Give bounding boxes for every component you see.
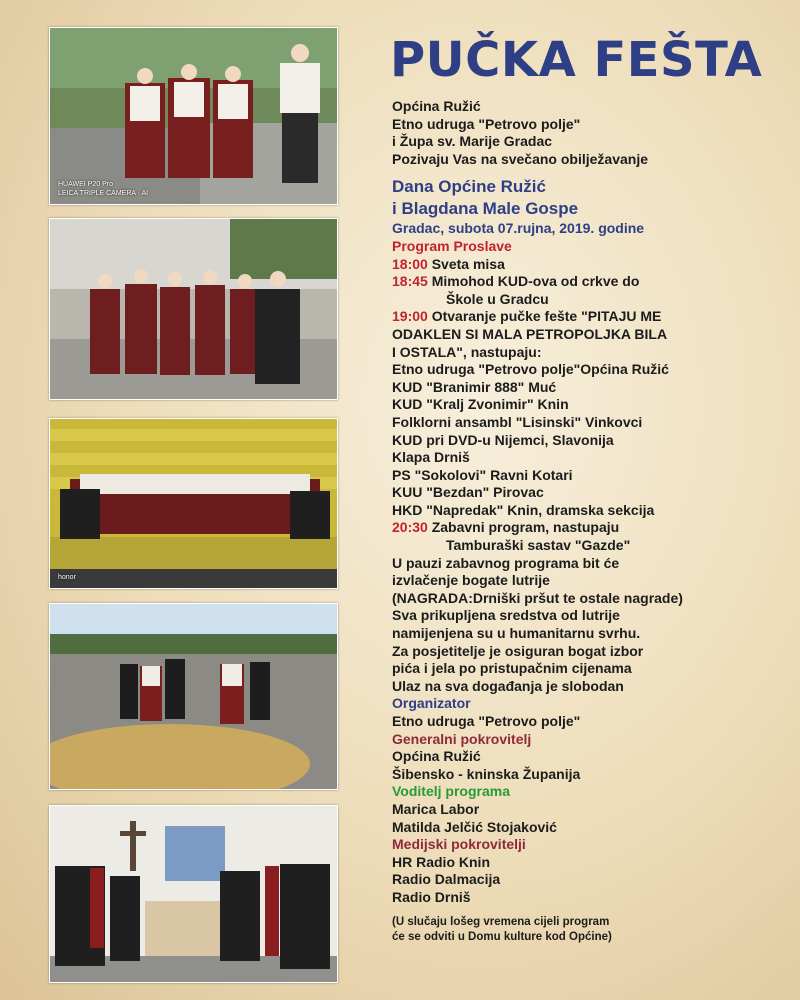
program-text: Otvaranje pučke fešte "PITAJU ME	[431, 308, 662, 325]
event-details	[392, 98, 792, 945]
host-name: Matilda Jelčić Stojaković	[392, 818, 557, 835]
performer: KUU "Bezdan" Pirovac	[392, 484, 544, 501]
intro-line: Pozivaju Vas na svečano obilježavanje	[392, 150, 649, 167]
program-time: 20:30	[392, 519, 428, 536]
media-heading: Medijski pokrovitelji	[392, 836, 526, 853]
celebration-line: i Blagdana Male Gospe	[392, 199, 579, 219]
media-name: HR Radio Knin	[392, 853, 490, 870]
lottery-line: izvlačenje bogate lutrije	[392, 572, 550, 589]
program-text: Sveta misa	[431, 255, 505, 272]
program-item-cont: I OSTALA", nastupaju:	[392, 343, 542, 360]
lottery-line: Sva prikupljena sredstva od lutrije	[392, 607, 620, 624]
lottery-line: namijenjena su u humanitarnu svrhu.	[392, 625, 641, 642]
organizer-heading: Organizator	[392, 695, 471, 712]
host-name: Marica Labor	[392, 800, 480, 817]
performer: Folklorni ansambl "Lisinski" Vinkovci	[392, 413, 643, 430]
program-item	[392, 519, 792, 537]
hosts-heading: Voditelj programa	[392, 783, 510, 800]
sponsor-name: Šibensko - kninska Županija	[392, 765, 581, 782]
performer: Etno udruga "Petrovo polje"Općina Ružić	[392, 361, 669, 378]
performer: PS "Sokolovi" Ravni Kotari	[392, 466, 573, 483]
poster-title: PUČKA FEŠTA	[390, 32, 763, 88]
date-location: Gradac, subota 07.rujna, 2019. godine	[392, 220, 645, 237]
food-line: pića i jela po pristupačnim cijenama	[392, 660, 632, 677]
photo-folk-group-street	[49, 27, 338, 205]
program-text: Mimohod KUD-ova od crkve do	[431, 273, 640, 290]
performer: KUD "Kralj Zvonimir" Knin	[392, 396, 569, 413]
program-item-cont: ODAKLEN SI MALA PETROPOLJKA BILA	[392, 325, 668, 342]
intro-line: i Župa sv. Marije Gradac	[392, 133, 553, 150]
celebration-line: Dana Općine Ružić	[392, 177, 546, 197]
weather-note	[392, 915, 792, 945]
lottery-line: (NAGRADA:Drniški pršut te ostale nagrade)	[392, 589, 683, 606]
program-time: 19:00	[392, 308, 428, 325]
performer: KUD pri DVD-u Nijemci, Slavonija	[392, 431, 614, 448]
photo-folk-dance	[49, 603, 338, 790]
lottery-line: U pauzi zabavnog programa bit će	[392, 554, 620, 571]
photo-folk-group-square	[49, 218, 338, 400]
program-time: 18:00	[392, 255, 428, 272]
camera-watermark-honor: honor	[58, 574, 76, 581]
program-item-cont: Tamburaški sastav "Gazde"	[446, 537, 631, 554]
performer: Klapa Drniš	[392, 449, 470, 466]
program-item	[392, 256, 792, 274]
camera-watermark-sub: LEICA TRIPLE CAMERA · AI	[58, 190, 149, 197]
program-item	[392, 273, 792, 291]
organizers-intro	[392, 98, 792, 168]
sponsor-heading: Generalni pokrovitelj	[392, 730, 532, 747]
program-item-cont: Škole u Gradcu	[446, 290, 549, 307]
entry-line: Ulaz na sva događanja je slobodan	[392, 677, 624, 694]
photo-folk-group-stage	[49, 418, 338, 589]
food-line: Za posjetitelje je osiguran bogat izbor	[392, 642, 644, 659]
media-name: Radio Dalmacija	[392, 871, 501, 888]
performer: KUD "Branimir 888" Muć	[392, 378, 557, 395]
performer: HKD "Napredak" Knin, dramska sekcija	[392, 501, 655, 518]
weather-note-line: (U slučaju lošeg vremena cijeli program	[392, 915, 610, 928]
photo-church-interior	[49, 805, 338, 983]
organizer-name: Etno udruga "Petrovo polje"	[392, 713, 581, 729]
program-text: Zabavni program, nastupaju	[431, 519, 620, 536]
program-item	[392, 308, 792, 326]
camera-watermark: HUAWEI P20 Pro	[58, 181, 113, 188]
program-heading: Program Proslave	[392, 237, 512, 254]
intro-line: Etno udruga "Petrovo polje"	[392, 115, 581, 132]
weather-note-line: će se odviti u Domu kulture kod Općine)	[392, 930, 612, 943]
intro-line: Općina Ružić	[392, 98, 481, 114]
program-time: 18:45	[392, 273, 428, 290]
media-name: Radio Drniš	[392, 888, 471, 905]
sponsor-name: Općina Ružić	[392, 748, 481, 765]
